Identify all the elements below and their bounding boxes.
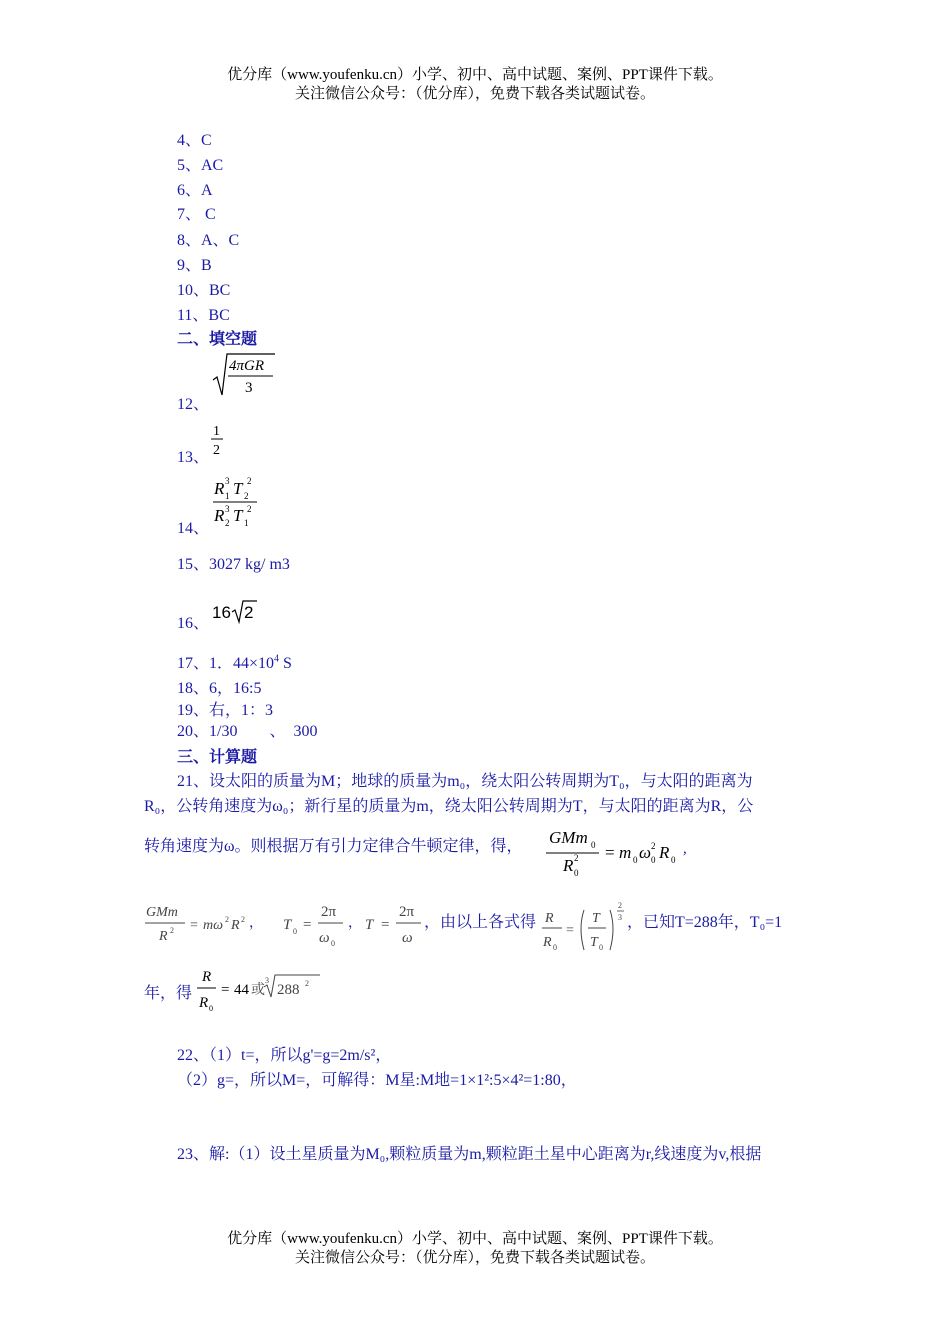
svg-text:3: 3 — [245, 380, 253, 396]
q22-line-2: （2）g=，所以M=，可解得：M星:M地=1×1²:5×4²=1:80， — [177, 1072, 577, 1089]
formula-21-gravity — [543, 823, 695, 879]
svg-text:1: 1 — [225, 491, 230, 501]
page-footer — [0, 1230, 950, 1268]
answer-10: 10、BC — [177, 282, 231, 299]
svg-text:2: 2 — [244, 491, 249, 501]
svg-text:0: 0 — [331, 939, 335, 948]
svg-text:288: 288 — [277, 982, 300, 998]
svg-text:T: T — [365, 917, 374, 933]
q21-line-2: R₀，公转角速度为ω₀；新行星的质量为m，绕太阳公转周期为T，与太阳的距离为R，公 — [144, 798, 754, 815]
fill-12-label: 12、 — [177, 396, 210, 413]
svg-text:0: 0 — [553, 943, 557, 952]
formula-21-result — [194, 963, 326, 1015]
svg-text:2: 2 — [305, 979, 309, 988]
svg-text:R: R — [545, 911, 554, 926]
svg-text:mω: mω — [203, 918, 223, 933]
svg-text:4πGR: 4πGR — [229, 358, 265, 374]
svg-text:1: 1 — [213, 424, 220, 439]
svg-text:R: R — [543, 935, 552, 950]
svg-text:3: 3 — [225, 504, 230, 514]
footer-line-2: 关注微信公众号：（优分库），免费下载各类试题试卷。 — [294, 1250, 655, 1266]
svg-text:0: 0 — [599, 943, 603, 952]
formula-14 — [211, 472, 263, 530]
fill-17-exponent: 4 — [274, 653, 280, 665]
q23-line-1: 23、解:（1）设土星质量为M₀,颗粒质量为m,颗粒距土星中心距离为r,线速度为v,根据 — [177, 1146, 762, 1163]
svg-text:R: R — [231, 918, 240, 933]
svg-text:16: 16 — [212, 603, 231, 622]
formula-21-set — [143, 898, 438, 950]
q21-line-4-end: ，已知T=288年，T₀=1 — [627, 914, 783, 931]
svg-text:，: ， — [249, 916, 263, 931]
svg-text:2: 2 — [241, 915, 245, 924]
svg-text:2: 2 — [225, 518, 230, 528]
svg-text:R: R — [214, 479, 225, 498]
svg-text:0: 0 — [209, 1004, 213, 1013]
svg-text:0: 0 — [651, 855, 656, 865]
svg-text:44: 44 — [234, 982, 249, 998]
q21-line-1: 21、设太阳的质量为M；地球的质量为m₀，绕太阳公转周期为T₀，与太阳的距离为 — [177, 773, 753, 790]
svg-text:2: 2 — [170, 926, 174, 935]
svg-text:，: ， — [348, 916, 362, 931]
svg-text:2π: 2π — [321, 904, 337, 920]
svg-text:R: R — [199, 995, 209, 1011]
svg-text:=: = — [381, 917, 390, 933]
answer-6: 6、A — [177, 182, 213, 199]
svg-text:3: 3 — [225, 476, 230, 486]
header-line-1: 优分库（www.youfenku.cn）小学、初中、高中试题、案例、PPT课件下载。 — [227, 67, 723, 83]
svg-text:m: m — [619, 843, 632, 862]
svg-text:R: R — [659, 843, 670, 862]
svg-text:2: 2 — [247, 476, 252, 486]
svg-text:=: = — [303, 917, 312, 933]
svg-text:0: 0 — [671, 855, 676, 865]
svg-text:GMm: GMm — [549, 828, 588, 847]
fill-17-value: 17、1．44×10 — [177, 655, 275, 672]
answer-4: 4、C — [177, 132, 212, 149]
fill-19: 19、右，1：3 — [177, 702, 274, 719]
svg-text:2: 2 — [213, 443, 220, 458]
svg-text:R: R — [202, 969, 212, 985]
section-fill-in-title: 二、填空题 — [177, 331, 258, 348]
svg-text:=: = — [605, 843, 615, 862]
svg-text:2π: 2π — [399, 904, 415, 920]
svg-text:ω: ω — [319, 930, 330, 946]
answer-7: 7、 C — [177, 206, 216, 223]
q22-line-1: 22、（1）t=，所以g'=g=2m/s²， — [177, 1047, 392, 1064]
svg-text:0: 0 — [591, 840, 596, 850]
q21-line-3: 转角速度为ω。则根据万有引力定律合牛顿定律，得， — [144, 838, 523, 855]
svg-text:0: 0 — [574, 868, 579, 878]
svg-text:=: = — [190, 918, 198, 933]
svg-text:1: 1 — [244, 518, 249, 528]
fill-16-label: 16、 — [177, 615, 210, 632]
svg-text:T: T — [590, 935, 598, 950]
svg-text:R: R — [563, 856, 574, 875]
footer-line-1: 优分库（www.youfenku.cn）小学、初中、高中试题、案例、PPT课件下载。 — [227, 1231, 723, 1247]
svg-text:ω: ω — [402, 930, 413, 946]
svg-text:T: T — [283, 917, 292, 933]
answer-5: 5、AC — [177, 157, 224, 174]
svg-text:=: = — [221, 982, 230, 998]
q21-line-4-mid: ，由以上各式得 — [424, 914, 537, 931]
formula-16 — [211, 597, 259, 625]
svg-text:R: R — [159, 929, 168, 944]
svg-text:或: 或 — [251, 983, 265, 998]
svg-text:=: = — [566, 923, 574, 938]
svg-text:T: T — [592, 911, 600, 926]
svg-text:2: 2 — [651, 841, 656, 851]
page-header — [0, 66, 950, 104]
svg-text:ω: ω — [639, 843, 652, 862]
fill-18: 18、6，16:5 — [177, 680, 262, 697]
fill-15: 15、3027 kg/ m3 — [177, 556, 290, 573]
fill-13-label: 13、 — [177, 449, 210, 466]
svg-text:,: , — [683, 841, 687, 857]
fill-17 — [177, 650, 292, 673]
section-calc-title: 三、计算题 — [177, 749, 258, 766]
svg-text:3: 3 — [618, 913, 622, 922]
svg-text:2: 2 — [225, 915, 229, 924]
svg-text:3: 3 — [265, 976, 269, 985]
svg-text:GMm: GMm — [146, 905, 178, 920]
svg-text:2: 2 — [244, 603, 254, 622]
svg-text:R: R — [214, 506, 225, 525]
svg-text:T: T — [233, 506, 243, 525]
q21-line-5: 年，得 — [144, 985, 193, 1002]
fill-17-unit: S — [279, 655, 292, 672]
svg-text:2: 2 — [247, 504, 252, 514]
formula-13 — [210, 421, 226, 459]
answer-11: 11、BC — [177, 307, 230, 324]
fill-14-label: 14、 — [177, 520, 210, 537]
svg-text:0: 0 — [633, 855, 638, 865]
answer-9: 9、B — [177, 257, 212, 274]
formula-12 — [211, 350, 281, 400]
svg-text:2: 2 — [618, 901, 622, 910]
header-line-2: 关注微信公众号：（优分库），免费下载各类试题试卷。 — [294, 86, 655, 102]
svg-text:2: 2 — [574, 853, 579, 863]
fill-20: 20、1/30 、 300 — [177, 723, 318, 740]
svg-text:0: 0 — [293, 927, 297, 936]
formula-21-ratio — [540, 898, 632, 956]
answer-8: 8、A、C — [177, 232, 240, 249]
svg-text:T: T — [233, 479, 243, 498]
